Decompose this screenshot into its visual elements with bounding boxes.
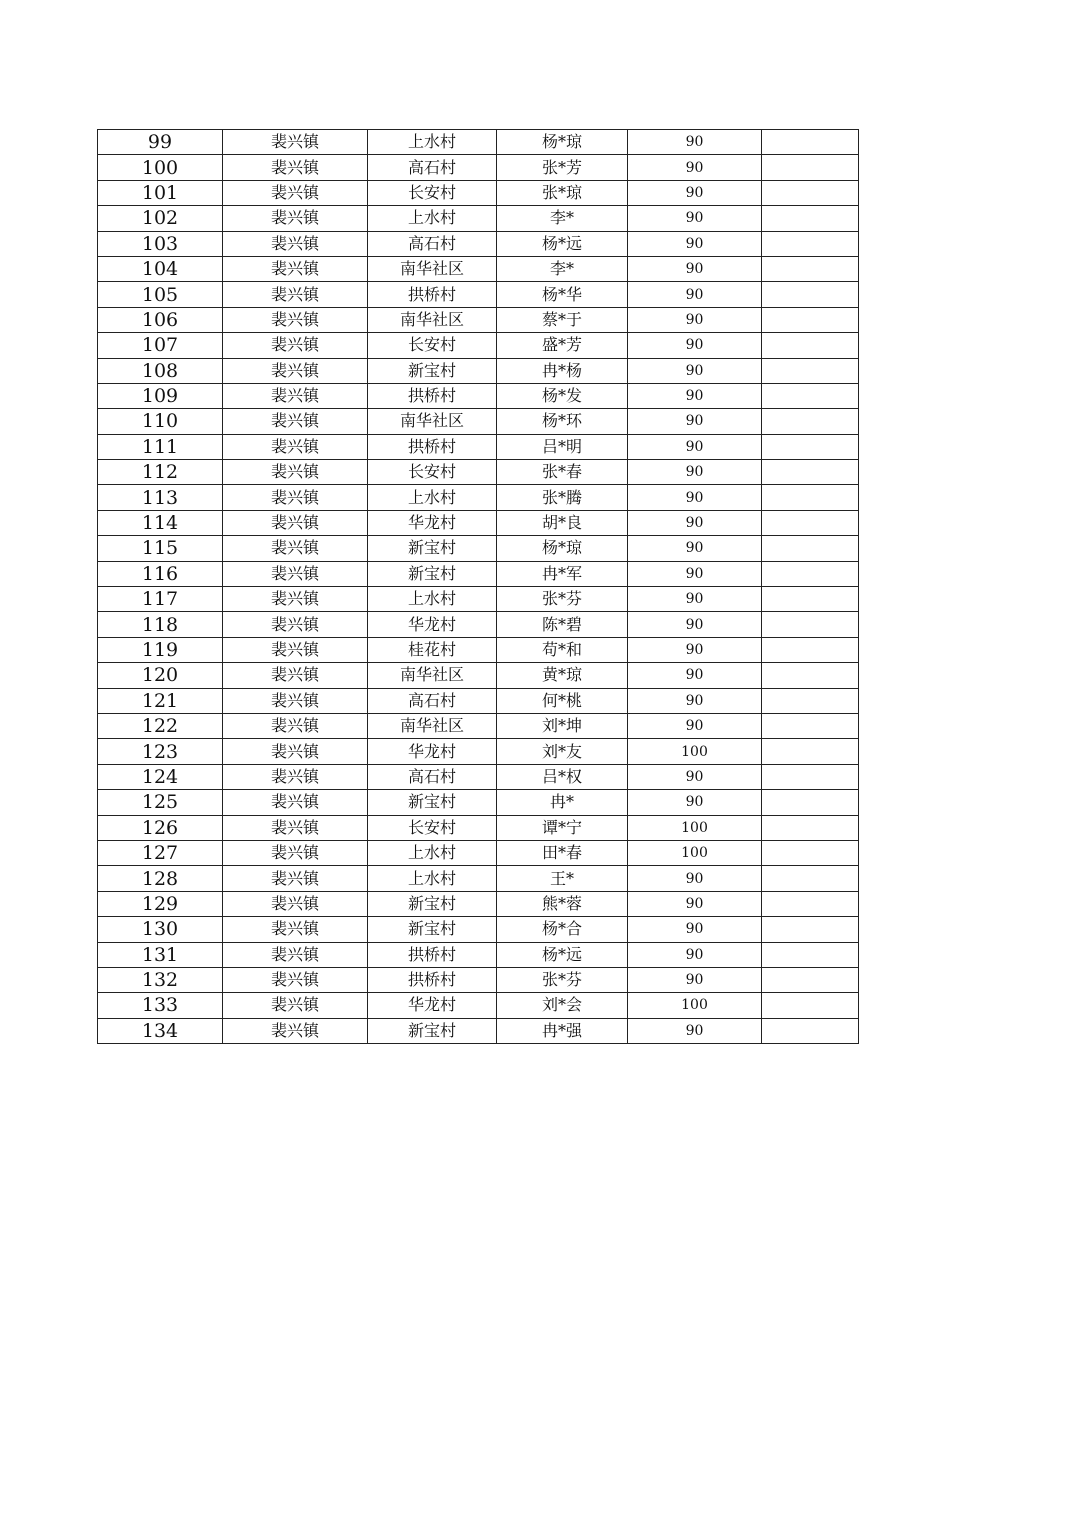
person-name-cell: 田*春: [497, 840, 628, 865]
amount-cell: 100: [628, 840, 762, 865]
person-name-cell: 张*琼: [497, 180, 628, 205]
town-cell: 裴兴镇: [223, 358, 368, 383]
village-cell: 上水村: [368, 840, 497, 865]
amount-cell: 90: [628, 713, 762, 738]
town-cell: 裴兴镇: [223, 155, 368, 180]
row-number-cell: 116: [98, 561, 223, 586]
person-name-cell: 谭*宁: [497, 815, 628, 840]
village-cell: 桂花村: [368, 637, 497, 662]
row-number-cell: 118: [98, 612, 223, 637]
row-number-cell: 107: [98, 333, 223, 358]
note-cell: [762, 587, 859, 612]
row-number-cell: 108: [98, 358, 223, 383]
village-cell: 长安村: [368, 460, 497, 485]
note-cell: [762, 460, 859, 485]
village-cell: 上水村: [368, 206, 497, 231]
person-name-cell: 张*腾: [497, 485, 628, 510]
village-cell: 高石村: [368, 231, 497, 256]
note-cell: [762, 409, 859, 434]
note-cell: [762, 206, 859, 231]
person-name-cell: 何*桃: [497, 688, 628, 713]
row-number-cell: 133: [98, 993, 223, 1018]
row-number-cell: 126: [98, 815, 223, 840]
town-cell: 裴兴镇: [223, 713, 368, 738]
person-name-cell: 杨*远: [497, 231, 628, 256]
amount-cell: 90: [628, 231, 762, 256]
village-cell: 新宝村: [368, 917, 497, 942]
town-cell: 裴兴镇: [223, 434, 368, 459]
person-name-cell: 张*春: [497, 460, 628, 485]
note-cell: [762, 282, 859, 307]
amount-cell: 90: [628, 409, 762, 434]
town-cell: 裴兴镇: [223, 333, 368, 358]
row-number-cell: 112: [98, 460, 223, 485]
town-cell: 裴兴镇: [223, 891, 368, 916]
row-number-cell: 114: [98, 510, 223, 535]
row-number-cell: 111: [98, 434, 223, 459]
person-name-cell: 杨*华: [497, 282, 628, 307]
village-cell: 拱桥村: [368, 383, 497, 408]
table-row: [98, 434, 859, 459]
town-cell: 裴兴镇: [223, 840, 368, 865]
table-row: [98, 713, 859, 738]
row-number-cell: 117: [98, 587, 223, 612]
table-row: [98, 815, 859, 840]
town-cell: 裴兴镇: [223, 307, 368, 332]
note-cell: [762, 256, 859, 281]
amount-cell: 90: [628, 485, 762, 510]
person-name-cell: 冉*军: [497, 561, 628, 586]
amount-cell: 90: [628, 1018, 762, 1043]
town-cell: 裴兴镇: [223, 409, 368, 434]
table-row: [98, 358, 859, 383]
town-cell: 裴兴镇: [223, 587, 368, 612]
note-cell: [762, 917, 859, 942]
village-cell: 上水村: [368, 587, 497, 612]
amount-cell: 90: [628, 510, 762, 535]
row-number-cell: 104: [98, 256, 223, 281]
row-number-cell: 109: [98, 383, 223, 408]
row-number-cell: 123: [98, 739, 223, 764]
row-number-cell: 125: [98, 790, 223, 815]
village-cell: 华龙村: [368, 612, 497, 637]
row-number-cell: 113: [98, 485, 223, 510]
row-number-cell: 102: [98, 206, 223, 231]
amount-cell: 100: [628, 815, 762, 840]
town-cell: 裴兴镇: [223, 866, 368, 891]
row-number-cell: 101: [98, 180, 223, 205]
town-cell: 裴兴镇: [223, 637, 368, 662]
village-cell: 南华社区: [368, 713, 497, 738]
amount-cell: 90: [628, 866, 762, 891]
village-cell: 新宝村: [368, 790, 497, 815]
amount-cell: 90: [628, 358, 762, 383]
note-cell: [762, 815, 859, 840]
village-cell: 新宝村: [368, 561, 497, 586]
village-cell: 新宝村: [368, 1018, 497, 1043]
town-cell: 裴兴镇: [223, 790, 368, 815]
table-body: [98, 130, 859, 1044]
person-name-cell: 冉*强: [497, 1018, 628, 1043]
amount-cell: 90: [628, 383, 762, 408]
table-row: [98, 739, 859, 764]
row-number-cell: 99: [98, 130, 223, 155]
row-number-cell: 121: [98, 688, 223, 713]
row-number-cell: 132: [98, 967, 223, 992]
table-row: [98, 206, 859, 231]
person-name-cell: 王*: [497, 866, 628, 891]
amount-cell: 90: [628, 282, 762, 307]
table-row: [98, 891, 859, 916]
amount-cell: 90: [628, 612, 762, 637]
note-cell: [762, 130, 859, 155]
town-cell: 裴兴镇: [223, 206, 368, 231]
town-cell: 裴兴镇: [223, 130, 368, 155]
row-number-cell: 103: [98, 231, 223, 256]
row-number-cell: 106: [98, 307, 223, 332]
person-name-cell: 刘*坤: [497, 713, 628, 738]
amount-cell: 100: [628, 739, 762, 764]
table-row: [98, 510, 859, 535]
row-number-cell: 128: [98, 866, 223, 891]
village-cell: 南华社区: [368, 256, 497, 281]
village-cell: 拱桥村: [368, 942, 497, 967]
note-cell: [762, 764, 859, 789]
person-name-cell: 黄*琼: [497, 663, 628, 688]
village-cell: 高石村: [368, 764, 497, 789]
person-name-cell: 冉*杨: [497, 358, 628, 383]
table-row: [98, 561, 859, 586]
note-cell: [762, 383, 859, 408]
town-cell: 裴兴镇: [223, 967, 368, 992]
village-cell: 高石村: [368, 688, 497, 713]
row-number-cell: 130: [98, 917, 223, 942]
village-cell: 华龙村: [368, 510, 497, 535]
person-name-cell: 杨*环: [497, 409, 628, 434]
table-row: [98, 1018, 859, 1043]
table-row: [98, 612, 859, 637]
amount-cell: 90: [628, 180, 762, 205]
village-cell: 长安村: [368, 333, 497, 358]
village-cell: 拱桥村: [368, 282, 497, 307]
note-cell: [762, 485, 859, 510]
note-cell: [762, 333, 859, 358]
town-cell: 裴兴镇: [223, 764, 368, 789]
village-cell: 高石村: [368, 155, 497, 180]
person-name-cell: 李*: [497, 256, 628, 281]
table-row: [98, 790, 859, 815]
note-cell: [762, 358, 859, 383]
village-cell: 上水村: [368, 485, 497, 510]
amount-cell: 90: [628, 333, 762, 358]
village-cell: 新宝村: [368, 891, 497, 916]
row-number-cell: 115: [98, 536, 223, 561]
town-cell: 裴兴镇: [223, 180, 368, 205]
note-cell: [762, 180, 859, 205]
person-name-cell: 杨*发: [497, 383, 628, 408]
amount-cell: 90: [628, 434, 762, 459]
person-name-cell: 吕*明: [497, 434, 628, 459]
amount-cell: 100: [628, 993, 762, 1018]
table-row: [98, 460, 859, 485]
person-name-cell: 吕*权: [497, 764, 628, 789]
amount-cell: 90: [628, 130, 762, 155]
person-name-cell: 张*芳: [497, 155, 628, 180]
town-cell: 裴兴镇: [223, 510, 368, 535]
table-row: [98, 587, 859, 612]
table-row: [98, 155, 859, 180]
amount-cell: 90: [628, 460, 762, 485]
person-name-cell: 张*芬: [497, 967, 628, 992]
village-cell: 拱桥村: [368, 967, 497, 992]
note-cell: [762, 536, 859, 561]
row-number-cell: 119: [98, 637, 223, 662]
town-cell: 裴兴镇: [223, 485, 368, 510]
village-cell: 华龙村: [368, 739, 497, 764]
row-number-cell: 110: [98, 409, 223, 434]
row-number-cell: 100: [98, 155, 223, 180]
person-name-cell: 杨*琼: [497, 130, 628, 155]
town-cell: 裴兴镇: [223, 993, 368, 1018]
table-row: [98, 536, 859, 561]
note-cell: [762, 510, 859, 535]
person-name-cell: 陈*碧: [497, 612, 628, 637]
note-cell: [762, 713, 859, 738]
table-row: [98, 663, 859, 688]
table-row: [98, 256, 859, 281]
town-cell: 裴兴镇: [223, 688, 368, 713]
table-row: [98, 840, 859, 865]
amount-cell: 90: [628, 206, 762, 231]
row-number-cell: 127: [98, 840, 223, 865]
table-row: [98, 637, 859, 662]
note-cell: [762, 942, 859, 967]
amount-cell: 90: [628, 688, 762, 713]
person-name-cell: 冉*: [497, 790, 628, 815]
amount-cell: 90: [628, 764, 762, 789]
amount-cell: 90: [628, 587, 762, 612]
village-cell: 南华社区: [368, 307, 497, 332]
note-cell: [762, 307, 859, 332]
town-cell: 裴兴镇: [223, 460, 368, 485]
note-cell: [762, 1018, 859, 1043]
town-cell: 裴兴镇: [223, 561, 368, 586]
row-number-cell: 105: [98, 282, 223, 307]
amount-cell: 90: [628, 561, 762, 586]
table-row: [98, 688, 859, 713]
village-cell: 上水村: [368, 130, 497, 155]
table-row: [98, 180, 859, 205]
person-name-cell: 刘*友: [497, 739, 628, 764]
person-name-cell: 苟*和: [497, 637, 628, 662]
town-cell: 裴兴镇: [223, 536, 368, 561]
note-cell: [762, 840, 859, 865]
person-name-cell: 刘*会: [497, 993, 628, 1018]
data-table: [97, 129, 859, 1044]
town-cell: 裴兴镇: [223, 282, 368, 307]
table-row: [98, 130, 859, 155]
note-cell: [762, 739, 859, 764]
town-cell: 裴兴镇: [223, 231, 368, 256]
village-cell: 上水村: [368, 866, 497, 891]
note-cell: [762, 967, 859, 992]
person-name-cell: 胡*良: [497, 510, 628, 535]
row-number-cell: 134: [98, 1018, 223, 1043]
amount-cell: 90: [628, 536, 762, 561]
amount-cell: 90: [628, 917, 762, 942]
amount-cell: 90: [628, 637, 762, 662]
table-row: [98, 282, 859, 307]
table-row: [98, 383, 859, 408]
village-cell: 拱桥村: [368, 434, 497, 459]
note-cell: [762, 434, 859, 459]
note-cell: [762, 688, 859, 713]
amount-cell: 90: [628, 256, 762, 281]
amount-cell: 90: [628, 891, 762, 916]
note-cell: [762, 561, 859, 586]
row-number-cell: 129: [98, 891, 223, 916]
person-name-cell: 熊*蓉: [497, 891, 628, 916]
village-cell: 长安村: [368, 815, 497, 840]
note-cell: [762, 993, 859, 1018]
row-number-cell: 131: [98, 942, 223, 967]
table-row: [98, 866, 859, 891]
town-cell: 裴兴镇: [223, 917, 368, 942]
person-name-cell: 盛*芳: [497, 333, 628, 358]
town-cell: 裴兴镇: [223, 815, 368, 840]
row-number-cell: 124: [98, 764, 223, 789]
town-cell: 裴兴镇: [223, 612, 368, 637]
town-cell: 裴兴镇: [223, 1018, 368, 1043]
village-cell: 长安村: [368, 180, 497, 205]
town-cell: 裴兴镇: [223, 942, 368, 967]
amount-cell: 90: [628, 307, 762, 332]
row-number-cell: 122: [98, 713, 223, 738]
table-row: [98, 307, 859, 332]
amount-cell: 90: [628, 967, 762, 992]
table-row: [98, 993, 859, 1018]
person-name-cell: 张*芬: [497, 587, 628, 612]
village-cell: 南华社区: [368, 663, 497, 688]
village-cell: 华龙村: [368, 993, 497, 1018]
note-cell: [762, 155, 859, 180]
table-row: [98, 231, 859, 256]
village-cell: 新宝村: [368, 358, 497, 383]
town-cell: 裴兴镇: [223, 383, 368, 408]
amount-cell: 90: [628, 942, 762, 967]
note-cell: [762, 231, 859, 256]
table-row: [98, 485, 859, 510]
table-row: [98, 764, 859, 789]
person-name-cell: 杨*远: [497, 942, 628, 967]
note-cell: [762, 663, 859, 688]
person-name-cell: 蔡*于: [497, 307, 628, 332]
table-row: [98, 409, 859, 434]
amount-cell: 90: [628, 663, 762, 688]
amount-cell: 90: [628, 155, 762, 180]
note-cell: [762, 790, 859, 815]
note-cell: [762, 866, 859, 891]
row-number-cell: 120: [98, 663, 223, 688]
village-cell: 南华社区: [368, 409, 497, 434]
town-cell: 裴兴镇: [223, 256, 368, 281]
table-row: [98, 967, 859, 992]
amount-cell: 90: [628, 790, 762, 815]
village-cell: 新宝村: [368, 536, 497, 561]
note-cell: [762, 637, 859, 662]
table-row: [98, 942, 859, 967]
person-name-cell: 李*: [497, 206, 628, 231]
note-cell: [762, 612, 859, 637]
town-cell: 裴兴镇: [223, 739, 368, 764]
person-name-cell: 杨*合: [497, 917, 628, 942]
note-cell: [762, 891, 859, 916]
town-cell: 裴兴镇: [223, 663, 368, 688]
table-row: [98, 917, 859, 942]
person-name-cell: 杨*琼: [497, 536, 628, 561]
table-row: [98, 333, 859, 358]
